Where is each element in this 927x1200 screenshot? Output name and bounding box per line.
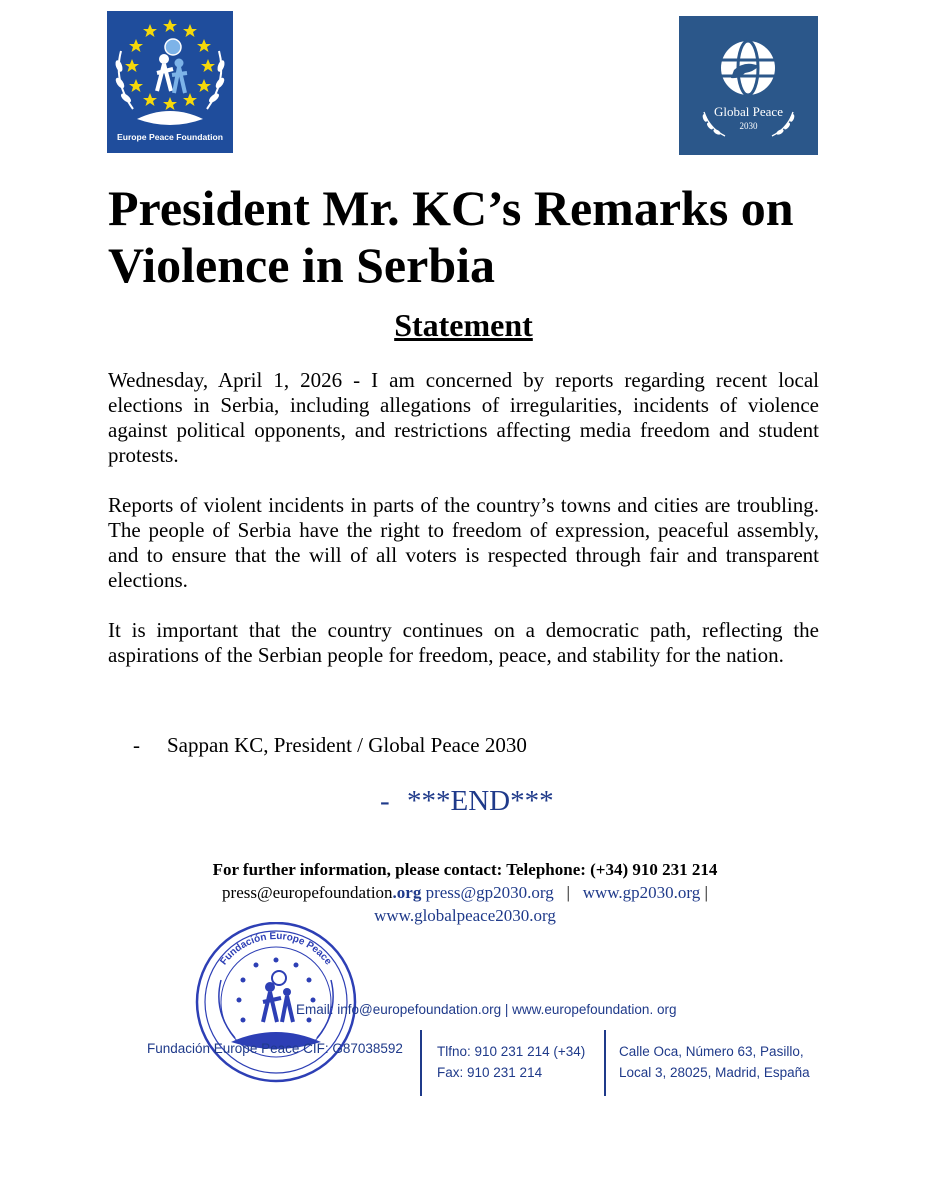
footer-email-line: Email: info@europefoundation.org | www.europefoundation. org xyxy=(296,1002,677,1017)
end-marker xyxy=(380,785,554,818)
contact-block xyxy=(170,858,760,927)
footer-divider xyxy=(420,1030,422,1096)
europe-peace-foundation-logo xyxy=(107,11,233,153)
end-text: ***END*** xyxy=(407,785,554,817)
contact-line: For further information, please contact: Telephone: (+34) 910 231 214 xyxy=(212,860,718,879)
logo-name: Global Peace xyxy=(714,104,783,119)
website-link-gp2030[interactable]: www.gp2030.org xyxy=(582,883,701,902)
signature-dash: - xyxy=(133,733,140,757)
stamp-text: Fundación Europe Peace xyxy=(218,930,334,968)
footer-divider xyxy=(604,1030,606,1096)
footer-address-block xyxy=(619,1041,810,1083)
email-local: press@europefoundation xyxy=(222,883,393,902)
separator: | xyxy=(704,883,708,902)
end-dash: - xyxy=(380,785,390,817)
website-link-globalpeace2030[interactable]: www.globalpeace2030.org xyxy=(374,906,556,925)
email-link[interactable] xyxy=(222,883,421,902)
separator: | xyxy=(566,883,570,902)
email-link-gp2030[interactable]: press@gp2030.org xyxy=(425,883,554,902)
globe-dove-icon xyxy=(679,16,818,155)
statement-heading: Statement xyxy=(394,307,533,343)
footer-address-line: Local 3, 28025, Madrid, España xyxy=(619,1065,810,1080)
signature-text: Sappan KC, President / Global Peace 2030 xyxy=(167,733,527,757)
footer-address-line: Calle Oca, Número 63, Pasillo, xyxy=(619,1044,804,1059)
footer-foundation-line: Fundación Europe Peace CIF: G87038592 xyxy=(147,1041,403,1056)
logo-caption: Europe Peace Foundation xyxy=(116,132,223,142)
footer-fax: Fax: 910 231 214 xyxy=(437,1065,543,1080)
page-title: President Mr. KC’s Remarks on Violence in Serbia xyxy=(108,180,794,293)
paragraph: Reports of violent incidents in parts of the country’s towns and cities are troubling. The people of Serbia have the right to freedom of expression, peaceful assembly, and to ensure that the will of all voters is respected through fair and transparent elections. xyxy=(108,493,819,592)
signature-line xyxy=(133,733,527,758)
statement-body xyxy=(108,368,819,693)
logo-year: 2030 xyxy=(739,121,758,131)
email-tld: .org xyxy=(392,883,422,902)
footer-phone: Tlfno: 910 231 214 (+34) xyxy=(437,1044,586,1059)
paragraph: Wednesday, April 1, 2026 - I am concerned by reports regarding recent local elections in Serbia, including allegations of irregularities, incidents of violence against political opponents, and restrictions affecting media freedom and student protests. xyxy=(108,368,819,467)
global-peace-2030-logo xyxy=(679,16,818,155)
paragraph: It is important that the country continues on a democratic path, reflecting the aspirations of the Serbian people for freedom, peace, and stability for the nation. xyxy=(108,618,819,667)
footer-phone-block xyxy=(437,1041,585,1083)
